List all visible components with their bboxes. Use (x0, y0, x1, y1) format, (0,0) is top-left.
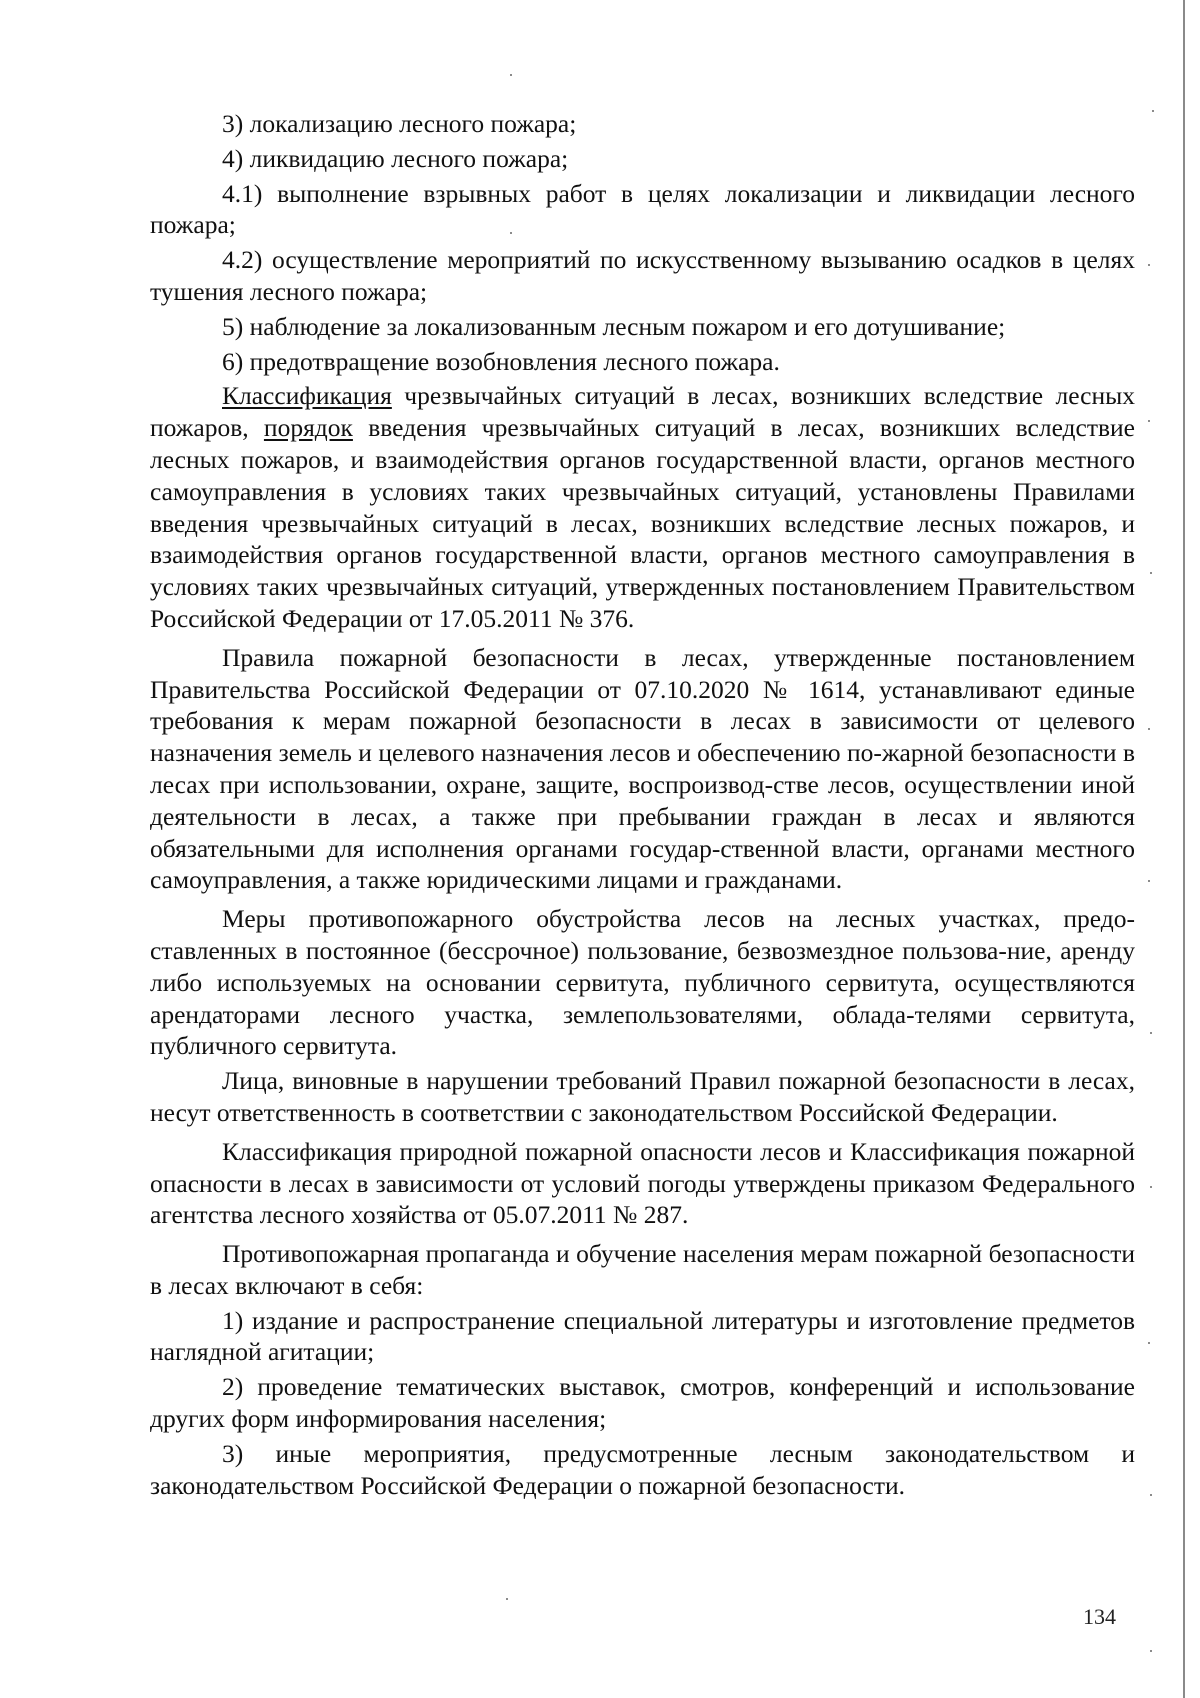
paragraph-classification (150, 380, 1135, 634)
paragraph: 5) наблюдение за локализованным лесным пожаром и его дотушивание; (222, 311, 1006, 341)
paragraph-text: введения чрезвычайных ситуаций в лесах, возникших вследствие лесных пожаров, и взаимодействия органов государственной власти, органов местного самоуправления в условиях таких чрезвычайных ситуаций, установлены Правилами введения чрезвычайных ситуаций в лесах, возникших вследствие лесных пожаров, и взаимодействия органов государственной власти, органов местного самоуправления в условиях таких чрезвычайных ситуаций, утвержденных постановлением Правительством Российской Федерации от 17.05.2011 № 376. (150, 413, 1135, 633)
paragraph: Меры противопожарного обустройства лесов на лесных участках, предо-ставленных в постоянное (бессрочное) пользование, безвозмездное пользова-ние, аренду либо используемых на основании сервитута, публичного сервитута, осуществляются арендаторами лесного участка, землепользователями, облада-телями сервитута, публичного сервитута. (150, 904, 1135, 1061)
scan-speck (1148, 1342, 1150, 1344)
paragraph: 1) издание и распространение специальной литературы и изготовление предметов наглядной агитации; (150, 1305, 1135, 1367)
paragraph: 3) локализацию лесного пожара; (222, 109, 577, 138)
scan-speck (506, 1598, 508, 1600)
paragraph: Противопожарная пропаганда и обучение населения мерам пожарной безопасности в лесах включают в себя: (150, 1239, 1135, 1300)
procedure-link[interactable]: порядок (263, 413, 353, 443)
scan-speck (1148, 420, 1150, 422)
scan-speck (1150, 1494, 1152, 1496)
scan-speck (510, 74, 512, 76)
paragraph: 3) иные мероприятия, предусмотренные лесным законодательством и законодательством Российской Федерации о пожарной безопасности. (150, 1438, 1135, 1500)
scan-speck (1150, 1650, 1152, 1652)
paragraph: 6) предотвращение возобновления лесного пожара. (222, 346, 780, 376)
paragraph: 4) ликвидацию лесного пожара; (222, 143, 569, 173)
scan-speck (1148, 880, 1150, 882)
classification-link[interactable]: Классификация (222, 381, 392, 411)
paragraph: 2) проведение тематических выставок, смотров, конференций и использование других форм информирования населения; (150, 1372, 1135, 1434)
document-body (150, 108, 1135, 1501)
scan-speck (1150, 1032, 1152, 1034)
page-number: 134 (1083, 1604, 1116, 1629)
paragraph: Классификация природной пожарной опасности лесов и Классификация пожарной опасности в лесах в зависимости от условий погоды утверждены приказом Федерального агентства лесного хозяйства от 05.07.2011 № 287. (150, 1136, 1135, 1230)
paragraph: 4.1) выполнение взрывных работ в целях локализации и ликвидации лесного пожара; (150, 178, 1135, 240)
paragraph: Правила пожарной безопасности в лесах, утвержденные постановлением Правительства Российской Федерации от 07.10.2020 № 1614, устанавливают единые требования к мерам пожарной безопасности в лесах в зависимости от целевого назначения земель и целевого назначения лесов и обеспечению по-жарной безопасности в лесах при использовании, охране, защите, воспроизвод-стве лесов, осуществлении иной деятельности в лесах, а также при пребывании граждан в лесах и являются обязательными для исполнения органами государ-ственной власти, органами местного самоуправления, а также юридическими лицами и гражданами. (150, 642, 1135, 895)
scan-speck (1150, 572, 1152, 574)
scan-speck (1148, 264, 1150, 266)
scan-speck (1148, 728, 1150, 730)
scan-border (1183, 0, 1185, 1698)
scan-speck (1152, 110, 1154, 112)
scan-speck (1150, 1186, 1152, 1188)
paragraph: Лица, виновные в нарушении требований Правил пожарной безопасности в лесах, несут ответственность в соответствии с законодательством Российской Федерации. (150, 1066, 1135, 1127)
paragraph-text: чрезвычайных ситуаций в лесах, возникших вследствие лесных пожаров, (150, 381, 1135, 443)
paragraph: 4.2) осуществление мероприятий по искусственному вызыванию осадков в целях тушения лесного пожара; (150, 245, 1135, 306)
